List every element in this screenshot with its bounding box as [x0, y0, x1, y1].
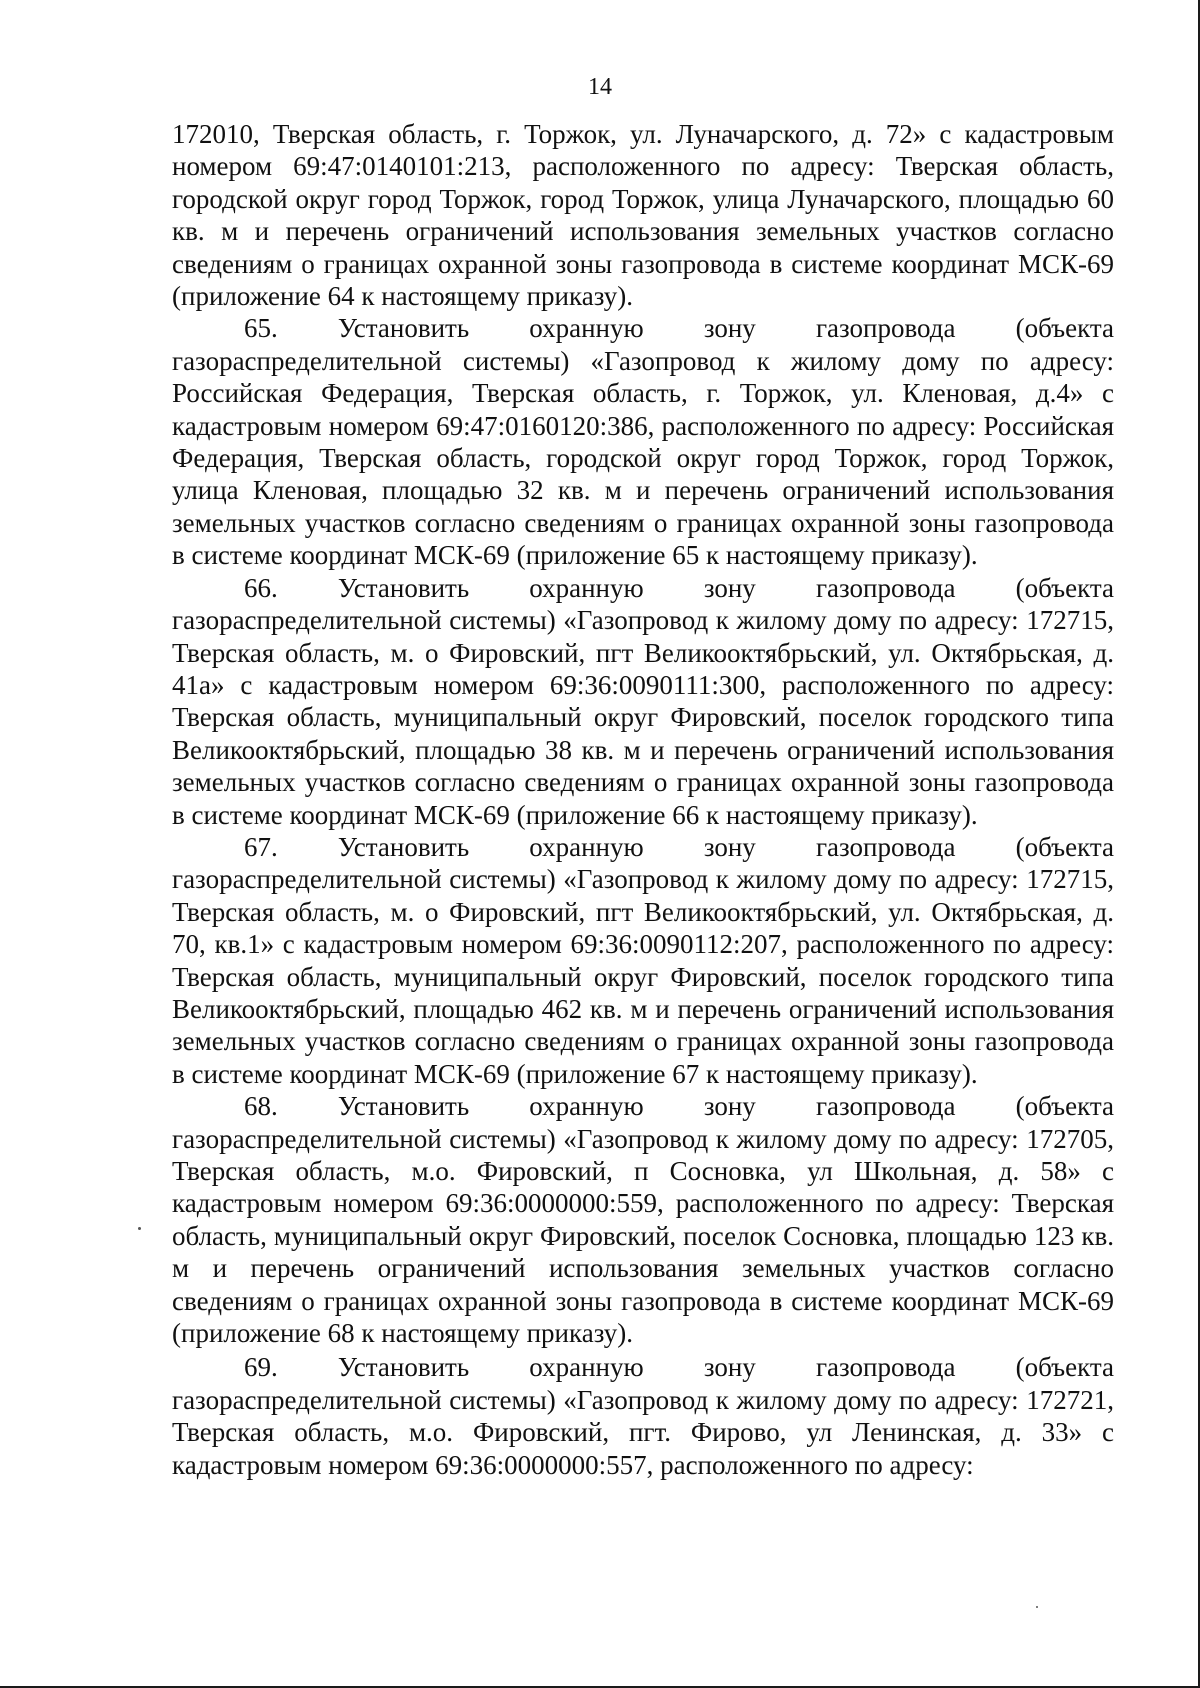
paragraph-item-68: 68. Установить охранную зону газопровода (объекта газораспределительной системы) «Газопровод к жилому дому по адресу: 172705, Тверская область, м.о. Фировский, п Сосновка, ул Школьная, д. 58» с кадастровым номером 69:36:0000000:559, расположенного по адресу: Тверская область, муниципальный округ Фировский, поселок Сосновка, площадью 123 кв. м и перечень ограничений использования земельных участков согласно сведениям о границах охранной зоны газопровода в системе координат МСК-69 (приложение 68 к настоящему приказу). [172, 1091, 1114, 1349]
paragraph-item-65: 65. Установить охранную зону газопровода (объекта газораспределительной системы) «Газопровод к жилому дому по адресу: Российская Федерация, Тверская область, г. Торжок, ул. Кленовая, д.4» с кадастровым номером 69:47:0160120:386, расположенного по адресу: Российская Федерация, Тверская область, городской округ город Торжок, город Торжок, улица Кленовая, площадью 32 кв. м и перечень ограничений использования земельных участков согласно сведениям о границах охранной зоны газопровода в системе координат МСК-69 (приложение 65 к настоящему приказу). [172, 313, 1114, 571]
paragraph-item-67: 67. Установить охранную зону газопровода (объекта газораспределительной системы) «Газопровод к жилому дому по адресу: 172715, Тверская область, м. о Фировский, пгт Великооктябрьский, ул. Октябрьская, д. 70, кв.1» с кадастровым номером 69:36:0090112:207, расположенного по адресу: Тверская область, муниципальный округ Фировский, поселок городского типа Великооктябрьский, площадью 462 кв. м и перечень ограничений использования земельных участков согласно сведениям о границах охранной зоны газопровода в системе координат МСК-69 (приложение 67 к настоящему приказу). [172, 831, 1114, 1089]
paragraph-continuation: 172010, Тверская область, г. Торжок, ул. Луначарского, д. 72» с кадастровым номером 69:47:0140101:213, расположенного по адресу: Тверская область, городской округ город Торжок, город Торжок, улица Луначарского, площадью 60 кв. м и перечень ограничений использования земельных участков согласно сведениям о границах охранной зоны газопровода в системе координат МСК-69 (приложение 64 к настоящему приказу). [172, 119, 1114, 312]
page-number: 14 [588, 74, 612, 100]
scan-speck [1036, 1606, 1038, 1608]
paragraph-item-66: 66. Установить охранную зону газопровода (объекта газораспределительной системы) «Газопровод к жилому дому по адресу: 172715, Тверская область, м. о Фировский, пгт Великооктябрьский, ул. Октябрьская, д. 41а» с кадастровым номером 69:36:0090111:300, расположенного по адресу: Тверская область, муниципальный округ Фировский, поселок городского типа Великооктябрьский, площадью 38 кв. м и перечень ограничений использования земельных участков согласно сведениям о границах охранной зоны газопровода в системе координат МСК-69 (приложение 66 к настоящему приказу). [172, 572, 1114, 830]
scan-speck [138, 1227, 141, 1230]
paragraph-item-69: 69. Установить охранную зону газопровода (объекта газораспределительной системы) «Газопровод к жилому дому по адресу: 172721, Тверская область, м.о. Фировский, пгт. Фирово, ул Ленинская, д. 33» с кадастровым номером 69:36:0000000:557, расположенного по адресу: [172, 1352, 1114, 1480]
document-body [172, 118, 1114, 1481]
